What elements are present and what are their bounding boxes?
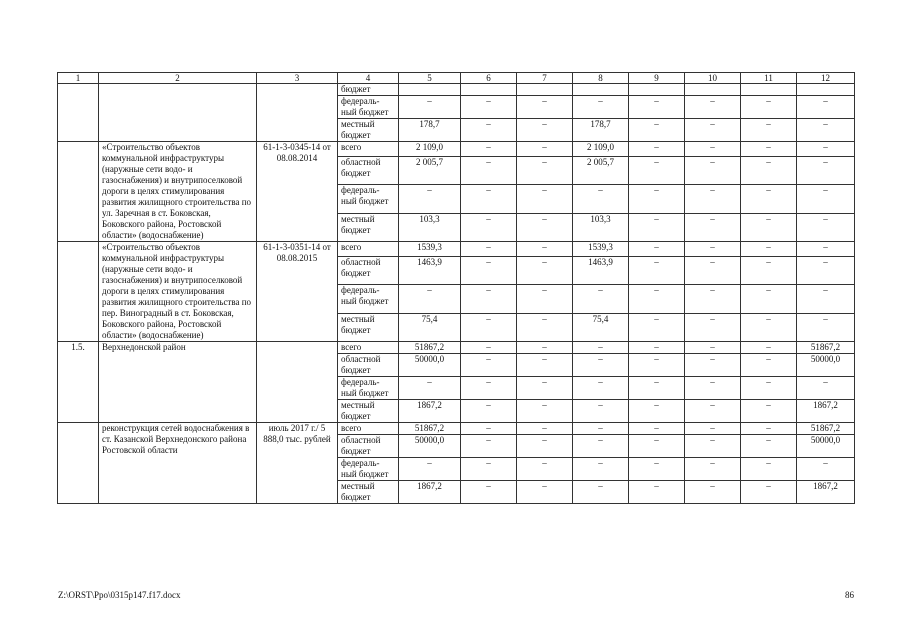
amount-cell: – xyxy=(517,423,573,435)
amount-cell: – xyxy=(741,119,797,142)
column-header: 5 xyxy=(399,73,461,84)
header-row xyxy=(58,73,855,84)
amount-cell: – xyxy=(629,354,685,377)
column-header: 2 xyxy=(99,73,257,84)
amount-cell: – xyxy=(461,400,517,423)
amount-cell: – xyxy=(797,96,855,119)
amount-cell: – xyxy=(461,354,517,377)
amount-cell: – xyxy=(629,423,685,435)
funding-source: всего xyxy=(338,142,399,157)
amount-cell: – xyxy=(685,400,741,423)
funding-source: местный бюджет xyxy=(338,481,399,504)
funding-source: областной бюджет xyxy=(338,256,399,284)
footer-file-path: Z:\ORST\Ppo\0315p147.f17.docx xyxy=(58,590,181,600)
column-header: 7 xyxy=(517,73,573,84)
table-row xyxy=(58,342,855,354)
table-row xyxy=(58,142,855,157)
amount-cell: – xyxy=(461,96,517,119)
amount-cell: – xyxy=(797,213,855,241)
funding-source: областной бюджет xyxy=(338,435,399,458)
funding-source: всего xyxy=(338,342,399,354)
amount-cell: – xyxy=(461,119,517,142)
funding-source: всего xyxy=(338,242,399,257)
column-header: 9 xyxy=(629,73,685,84)
amount-cell: – xyxy=(517,96,573,119)
funding-source: федераль-ный бюджет xyxy=(338,185,399,213)
budget-table xyxy=(57,72,855,504)
amount-cell: – xyxy=(517,377,573,400)
amount-cell: – xyxy=(685,435,741,458)
amount-cell: – xyxy=(797,185,855,213)
amount-cell: – xyxy=(797,256,855,284)
amount-cell: – xyxy=(629,342,685,354)
amount-cell: – xyxy=(685,242,741,257)
column-header: 11 xyxy=(741,73,797,84)
funding-source: федераль-ный бюджет xyxy=(338,377,399,400)
amount-cell: – xyxy=(741,377,797,400)
amount-cell: – xyxy=(797,313,855,341)
amount-cell: – xyxy=(573,481,629,504)
object-name: «Строительство объектов коммунальной инфраструктуры (наружные сети водо- и газоснабжения) и внутрипоселковой дороги в целях стимулирования развития жилищного строительства по пер. Виноградный в ст. Боковская, Боковского района, Ростовской области» (водоснабжение) xyxy=(99,242,257,342)
amount-cell: 51867,2 xyxy=(797,342,855,354)
amount-cell: – xyxy=(573,458,629,481)
funding-source: местный бюджет xyxy=(338,213,399,241)
amount-cell xyxy=(573,84,629,96)
table-row xyxy=(58,423,855,435)
amount-cell: – xyxy=(461,156,517,184)
object-name: реконструкция сетей водоснабжения в ст. Казанской Верхнедонского района Ростовской области xyxy=(99,423,257,504)
amount-cell: – xyxy=(629,458,685,481)
funding-source: местный бюджет xyxy=(338,119,399,142)
amount-cell: – xyxy=(629,96,685,119)
amount-cell: – xyxy=(741,313,797,341)
amount-cell: – xyxy=(573,354,629,377)
amount-cell: – xyxy=(741,256,797,284)
amount-cell: – xyxy=(685,423,741,435)
amount-cell xyxy=(741,84,797,96)
amount-cell: – xyxy=(461,213,517,241)
amount-cell: – xyxy=(517,156,573,184)
amount-cell: – xyxy=(685,213,741,241)
amount-cell: – xyxy=(741,342,797,354)
amount-cell xyxy=(797,84,855,96)
amount-cell: – xyxy=(741,423,797,435)
amount-cell: – xyxy=(573,423,629,435)
amount-cell: – xyxy=(741,96,797,119)
amount-cell: – xyxy=(741,242,797,257)
amount-cell: – xyxy=(573,285,629,313)
amount-cell: 1867,2 xyxy=(797,481,855,504)
amount-cell: – xyxy=(797,142,855,157)
funding-source: всего xyxy=(338,423,399,435)
amount-cell: – xyxy=(685,96,741,119)
amount-cell: – xyxy=(461,481,517,504)
amount-cell xyxy=(399,84,461,96)
amount-cell: – xyxy=(685,256,741,284)
amount-cell: – xyxy=(629,119,685,142)
amount-cell: – xyxy=(399,185,461,213)
amount-cell: – xyxy=(629,242,685,257)
amount-cell: – xyxy=(461,342,517,354)
amount-cell: 2 109,0 xyxy=(573,142,629,157)
object-name: Верхнедонской район xyxy=(99,342,257,423)
amount-cell: – xyxy=(461,242,517,257)
amount-cell: – xyxy=(517,458,573,481)
item-number xyxy=(58,84,99,142)
amount-cell: – xyxy=(461,458,517,481)
amount-cell: – xyxy=(629,256,685,284)
document-reference: 61-1-3-0345-14 от 08.08.2014 xyxy=(257,142,338,242)
amount-cell: – xyxy=(741,400,797,423)
amount-cell: – xyxy=(629,313,685,341)
amount-cell: – xyxy=(517,354,573,377)
amount-cell: – xyxy=(461,435,517,458)
amount-cell: 103,3 xyxy=(573,213,629,241)
amount-cell: – xyxy=(797,285,855,313)
amount-cell: – xyxy=(741,142,797,157)
amount-cell: 2 005,7 xyxy=(573,156,629,184)
amount-cell: 51867,2 xyxy=(797,423,855,435)
amount-cell: – xyxy=(629,481,685,504)
amount-cell: 1867,2 xyxy=(797,400,855,423)
amount-cell: 178,7 xyxy=(399,119,461,142)
amount-cell: – xyxy=(797,458,855,481)
amount-cell: 1463,9 xyxy=(573,256,629,284)
amount-cell xyxy=(517,84,573,96)
amount-cell: – xyxy=(741,285,797,313)
amount-cell: 2 005,7 xyxy=(399,156,461,184)
amount-cell xyxy=(461,84,517,96)
document-reference xyxy=(257,84,338,142)
amount-cell: – xyxy=(629,285,685,313)
page-number: 86 xyxy=(845,590,854,600)
column-header: 1 xyxy=(58,73,99,84)
amount-cell: – xyxy=(629,377,685,400)
amount-cell: – xyxy=(797,156,855,184)
table-row xyxy=(58,84,855,96)
amount-cell: – xyxy=(461,285,517,313)
amount-cell: 51867,2 xyxy=(399,423,461,435)
column-header: 10 xyxy=(685,73,741,84)
amount-cell: – xyxy=(685,119,741,142)
amount-cell: – xyxy=(685,342,741,354)
amount-cell: – xyxy=(517,400,573,423)
funding-source: бюджет xyxy=(338,84,399,96)
amount-cell: – xyxy=(399,458,461,481)
funding-source: федераль-ный бюджет xyxy=(338,458,399,481)
amount-cell: – xyxy=(517,185,573,213)
funding-source: местный бюджет xyxy=(338,313,399,341)
amount-cell: – xyxy=(797,377,855,400)
item-number xyxy=(58,242,99,342)
amount-cell: – xyxy=(685,185,741,213)
amount-cell xyxy=(629,84,685,96)
amount-cell: – xyxy=(461,185,517,213)
amount-cell: – xyxy=(461,423,517,435)
amount-cell: – xyxy=(399,96,461,119)
column-header: 4 xyxy=(338,73,399,84)
item-number xyxy=(58,423,99,504)
amount-cell: – xyxy=(741,481,797,504)
amount-cell: 50000,0 xyxy=(399,435,461,458)
table-row xyxy=(58,242,855,257)
amount-cell: – xyxy=(517,481,573,504)
funding-source: местный бюджет xyxy=(338,400,399,423)
amount-cell: 1539,3 xyxy=(573,242,629,257)
amount-cell: – xyxy=(573,400,629,423)
amount-cell: – xyxy=(399,377,461,400)
amount-cell: – xyxy=(517,256,573,284)
object-name xyxy=(99,84,257,142)
amount-cell: 1867,2 xyxy=(399,481,461,504)
amount-cell: – xyxy=(573,342,629,354)
amount-cell: – xyxy=(517,119,573,142)
amount-cell: – xyxy=(629,435,685,458)
amount-cell: 50000,0 xyxy=(797,435,855,458)
amount-cell: – xyxy=(517,285,573,313)
amount-cell: – xyxy=(517,313,573,341)
amount-cell: – xyxy=(685,313,741,341)
amount-cell: – xyxy=(461,142,517,157)
document-reference: 61-1-3-0351-14 от 08.08.2015 xyxy=(257,242,338,342)
amount-cell: 1463,9 xyxy=(399,256,461,284)
amount-cell: – xyxy=(573,435,629,458)
amount-cell: 178,7 xyxy=(573,119,629,142)
amount-cell: – xyxy=(629,185,685,213)
funding-source: областной бюджет xyxy=(338,156,399,184)
amount-cell: – xyxy=(573,377,629,400)
amount-cell: – xyxy=(741,213,797,241)
amount-cell: – xyxy=(573,185,629,213)
amount-cell: – xyxy=(685,156,741,184)
amount-cell: – xyxy=(517,342,573,354)
amount-cell: – xyxy=(517,142,573,157)
amount-cell: 51867,2 xyxy=(399,342,461,354)
amount-cell: – xyxy=(685,481,741,504)
funding-source: областной бюджет xyxy=(338,354,399,377)
amount-cell: – xyxy=(741,458,797,481)
amount-cell: 75,4 xyxy=(399,313,461,341)
item-number xyxy=(58,142,99,242)
funding-source: федераль-ный бюджет xyxy=(338,285,399,313)
amount-cell: – xyxy=(685,142,741,157)
column-header: 3 xyxy=(257,73,338,84)
amount-cell: – xyxy=(629,142,685,157)
amount-cell: 50000,0 xyxy=(399,354,461,377)
amount-cell: 50000,0 xyxy=(797,354,855,377)
column-header: 6 xyxy=(461,73,517,84)
amount-cell: – xyxy=(517,213,573,241)
amount-cell: – xyxy=(573,96,629,119)
amount-cell: – xyxy=(797,119,855,142)
amount-cell: 75,4 xyxy=(573,313,629,341)
object-name: «Строительство объектов коммунальной инфраструктуры (наружные сети водо- и газоснабжения) и внутрипоселковой дороги в целях стимулирования развития жилищного строительства по ул. Заречная в ст. Боковская, Боковского района, Ростовской области» (водоснабжение) xyxy=(99,142,257,242)
amount-cell: – xyxy=(461,313,517,341)
column-header: 12 xyxy=(797,73,855,84)
amount-cell: – xyxy=(629,156,685,184)
amount-cell: – xyxy=(461,256,517,284)
amount-cell: 1867,2 xyxy=(399,400,461,423)
amount-cell: 103,3 xyxy=(399,213,461,241)
item-number: 1.5. xyxy=(58,342,99,423)
amount-cell: – xyxy=(399,285,461,313)
amount-cell: – xyxy=(741,435,797,458)
amount-cell xyxy=(685,84,741,96)
amount-cell: – xyxy=(517,242,573,257)
amount-cell: – xyxy=(629,213,685,241)
document-reference: июль 2017 г./ 5 888,0 тыс. рублей xyxy=(257,423,338,504)
amount-cell: – xyxy=(685,377,741,400)
amount-cell: 2 109,0 xyxy=(399,142,461,157)
amount-cell: – xyxy=(797,242,855,257)
amount-cell: – xyxy=(461,377,517,400)
amount-cell: 1539,3 xyxy=(399,242,461,257)
amount-cell: – xyxy=(741,156,797,184)
funding-source: федераль-ный бюджет xyxy=(338,96,399,119)
amount-cell: – xyxy=(685,285,741,313)
amount-cell: – xyxy=(741,185,797,213)
document-reference xyxy=(257,342,338,423)
amount-cell: – xyxy=(685,354,741,377)
amount-cell: – xyxy=(685,458,741,481)
column-header: 8 xyxy=(573,73,629,84)
amount-cell: – xyxy=(629,400,685,423)
amount-cell: – xyxy=(741,354,797,377)
amount-cell: – xyxy=(517,435,573,458)
